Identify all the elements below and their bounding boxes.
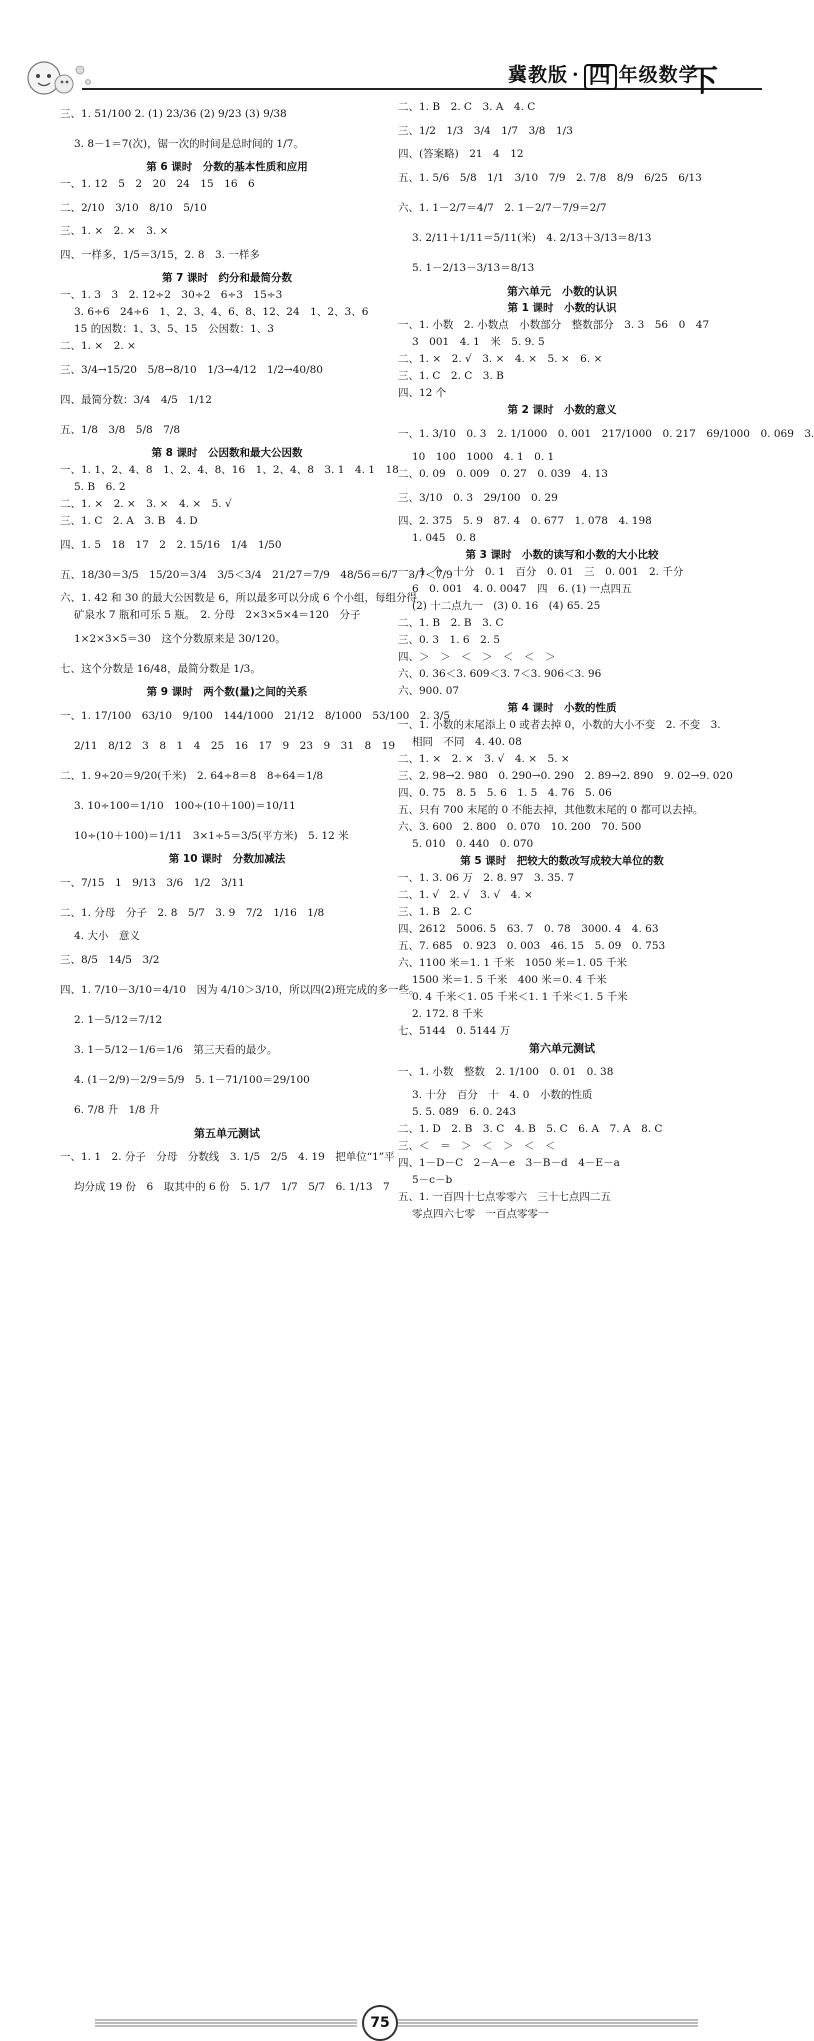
right-answer-line: 四、12 个 [398, 387, 447, 399]
right-answer-line: 一、1. 小数 2. 小数点 小数部分 整数部分 3. 3 56 0 47 [398, 319, 710, 331]
right-answer-line: 5. 010 0. 440 0. 070 [412, 838, 534, 850]
left-answer-line: 4. 大小 意义 [74, 930, 140, 942]
left-answer-line: 10÷(10＋100)＝1/11 3×1÷5＝3/5(平方米) 5. 12 米 [74, 830, 349, 842]
left-answer-line: 3. 8－1＝7(次)，锯一次的时间是总时间的 1/7。 [74, 138, 304, 150]
right-answer-line: 六、3. 600 2. 800 0. 070 10. 200 70. 500 [398, 821, 642, 833]
left-answer-line: 二、1. × 2. × 3. × 4. × 5. √ [60, 498, 232, 510]
left-answer-line: 三、1. 51/100 2. (1) 23/36 (2) 9/23 (3) 9/38 [60, 108, 287, 120]
left-answer-line: 一、1. 1 2. 分子 分母 分数线 3. 1/5 2/5 4. 19 把单位“1”平 [60, 1151, 395, 1163]
left-answer-line: 15 的因数：1、3、5、15 公因数：1、3 [74, 323, 274, 335]
right-answer-line: 七、5144 0. 5144 万 [398, 1025, 511, 1037]
right-answer-line: 零点四六七零 一百点零零一 [412, 1208, 549, 1220]
right-answer-line: 六、0. 36＜3. 609＜3. 7＜3. 906＜3. 96 [398, 668, 602, 680]
right-answer-line: 2. 172. 8 千米 [412, 1008, 484, 1020]
left-answer-line: 4. (1－2/9)－2/9＝5/9 5. 1－71/100＝29/100 [74, 1074, 310, 1086]
left-answer-line: 二、1. 分母 分子 2. 8 5/7 3. 9 7/2 1/16 1/8 [60, 907, 325, 919]
right-answer-line: 四、＞ ＞ ＜ ＞ ＜ ＜ ＞ [398, 651, 556, 663]
left-answer-line: 矿泉水 7 瓶和可乐 5 瓶。 2. 分母 2×3×5×4＝120 分子 [74, 609, 361, 621]
left-answer-line: 第 8 课时 公因数和最大公因数 [151, 447, 303, 459]
left-answer-line: 2. 1－5/12＝7/12 [74, 1014, 163, 1026]
right-answer-line: 二、1. D 2. B 3. C 4. B 5. C 6. A 7. A 8. C [398, 1123, 663, 1135]
right-answer-line: 第六单元 小数的认识 [507, 285, 617, 298]
right-answer-line: 一、1. 个 十分 0. 1 百分 0. 01 三 0. 001 2. 千分 [398, 566, 684, 578]
right-answer-line: 第 5 课时 把较大的数改写成较大单位的数 [460, 855, 664, 867]
right-answer-line: 第 3 课时 小数的读写和小数的大小比较 [465, 549, 659, 561]
right-answer-line: 10 100 1000 4. 1 0. 1 [412, 451, 555, 463]
right-answer-line: 二、1. B 2. B 3. C [398, 617, 504, 629]
right-answer-line: 第 2 课时 小数的意义 [507, 404, 617, 416]
left-answer-line: 3. 1－5/12－1/6＝1/6 第三天看的最少。 [74, 1044, 278, 1056]
book-brand [508, 60, 699, 90]
left-answer-line: 三、1. C 2. A 3. B 4. D [60, 515, 198, 527]
left-answer-line: 第 10 课时 分数加减法 [168, 853, 286, 865]
left-answer-line: 一、1. 12 5 2 20 24 15 16 6 [60, 178, 255, 190]
right-answer-line: 二、0. 09 0. 009 0. 27 0. 039 4. 13 [398, 468, 608, 480]
right-answer-line: 五、1. 5/6 5/8 1/1 3/10 7/9 2. 7/8 8/9 6/25 6/13 [398, 172, 702, 184]
right-answer-line: 5. 5. 089 6. 0. 243 [412, 1106, 517, 1118]
edition-label: 冀教版 [508, 64, 569, 86]
right-answer-line: 二、1. × 2. √ 3. × 4. × 5. × 6. × [398, 353, 603, 365]
left-answer-line: 四、1. 5 18 17 2 2. 15/16 1/4 1/50 [60, 539, 282, 551]
left-answer-line: 二、1. × 2. × [60, 340, 136, 352]
left-answer-line: 二、2/10 3/10 8/10 5/10 [60, 202, 207, 214]
right-answer-line: 三、1. C 2. C 3. B [398, 370, 504, 382]
right-answer-line: 1500 米＝1. 5 千米 400 米＝0. 4 千米 [412, 974, 607, 986]
left-answer-line: 一、1. 1、2、4、8 1、2、4、8、16 1、2、4、8 3. 1 4. 1 18 [60, 464, 399, 476]
right-answer-line: 一、1. 3/10 0. 3 2. 1/1000 0. 001 217/1000 0. 217 69/1000 0. 069 3. [398, 428, 814, 440]
left-answer-line: 6. 7/8 升 1/8 升 [74, 1104, 160, 1116]
right-answer-line: 相同 不同 4. 40. 08 [412, 736, 522, 748]
page-number: 75 [362, 2005, 398, 2041]
left-answer-line: 三、1. × 2. × 3. × [60, 225, 169, 237]
cartoon-mascot-icon [18, 52, 98, 100]
right-answer-line: 一、1. 小数 整数 2. 1/100 0. 01 0. 38 [398, 1066, 614, 1078]
left-answer-line: 第 7 课时 约分和最简分数 [161, 272, 293, 284]
left-answer-line: 第五单元测试 [194, 1127, 260, 1140]
left-answer-line: 一、7/15 1 9/13 3/6 1/2 3/11 [60, 877, 245, 889]
right-answer-line: 五、7. 685 0. 923 0. 003 46. 15 5. 09 0. 753 [398, 940, 666, 952]
right-answer-line: 六、900. 07 [398, 685, 460, 697]
right-answer-line: 六、1100 米＝1. 1 千米 1050 米＝1. 05 千米 [398, 957, 628, 969]
left-answer-line: 3. 10÷100＝1/10 100÷(10＋100)＝10/11 [74, 800, 296, 812]
right-answer-line: 一、1. 3. 06 万 2. 8. 97 3. 35. 7 [398, 872, 575, 884]
right-answer-line: 第 1 课时 小数的认识 [507, 302, 617, 314]
right-answer-line: 3. 十分 百分 十 4. 0 小数的性质 [412, 1089, 593, 1101]
right-answer-line: 三、＜ ＝ ＞ ＜ ＞ ＜ ＜ [398, 1140, 556, 1152]
page-header [0, 0, 800, 100]
right-answer-line: 5. 1－2/13－3/13＝8/13 [412, 262, 535, 274]
right-answer-line: 第 4 课时 小数的性质 [507, 702, 617, 714]
right-answer-line: 五、1. 一百四十七点零零六 三十七点四二五 [398, 1191, 611, 1203]
right-answer-line: (2) 十二点九一 (3) 0. 16 (4) 65. 25 [412, 600, 601, 612]
left-answer-line: 2/11 8/12 3 8 1 4 25 16 17 9 23 9 31 8 19 [74, 740, 396, 752]
right-answer-line: 三、0. 3 1. 6 2. 5 [398, 634, 501, 646]
right-answer-line: 3 001 4. 1 米 5. 9. 5 [412, 336, 545, 348]
left-answer-line: 四、1. 7/10－3/10＝4/10 因为 4/10＞3/10，所以四(2)班完成的多一些。 [60, 984, 420, 996]
right-answer-line: 四、0. 75 8. 5 5. 6 1. 5 4. 76 5. 06 [398, 787, 612, 799]
footer-rule-right [398, 2018, 698, 2028]
left-answer-line: 1×2×3×5＝30 这个分数原来是 30/120。 [74, 633, 286, 645]
left-answer-line: 四、最简分数：3/4 4/5 1/12 [60, 394, 212, 406]
left-answer-line: 四、一样多，1/5＝3/15，2. 8 3. 一样多 [60, 249, 260, 261]
left-answer-line: 第 9 课时 两个数(量)之间的关系 [146, 686, 308, 698]
right-answer-line: 五、只有 700 末尾的 0 不能去掉，其他数末尾的 0 都可以去掉。 [398, 804, 704, 816]
right-answer-line: 1. 045 0. 8 [412, 532, 476, 544]
left-answer-line: 二、1. 9÷20＝9/20(千米) 2. 64÷8＝8 8÷64＝1/8 [60, 770, 324, 782]
left-answer-line: 3. 6÷6 24÷6 1、2、3、4、6、8、12、24 1、2、3、6 [74, 306, 369, 318]
left-answer-line: 五、18/30＝3/5 15/20＝3/4 3/5＜3/4 21/27＝7/9 48/56＝6/7 3/7＜7/9 [60, 569, 453, 581]
left-answer-line: 六、1. 42 和 30 的最大公因数是 6，所以最多可以分成 6 个小组，每组分得 [60, 592, 417, 604]
right-answer-line: 6 0. 001 4. 0. 0047 四 6. (1) 一点四五 [412, 583, 632, 595]
right-answer-line: 三、2. 98→2. 980 0. 290→0. 290 2. 89→2. 890 9. 02→9. 020 [398, 770, 733, 782]
right-answer-line: 二、1. × 2. × 3. √ 4. × 5. × [398, 753, 570, 765]
right-answer-line: 四、2612 5006. 5 63. 7 0. 78 3000. 4 4. 63 [398, 923, 659, 935]
left-answer-line: 第 6 课时 分数的基本性质和应用 [146, 161, 308, 173]
left-answer-line: 五、1/8 3/8 5/8 7/8 [60, 424, 181, 436]
left-answer-line: 三、3/4→15/20 5/8→8/10 1/3→4/12 1/2→40/80 [60, 364, 323, 376]
right-answer-line: 3. 2/11＋1/11＝5/11(米) 4. 2/13＋3/13＝8/13 [412, 232, 652, 244]
grade-box: 四 [584, 64, 617, 90]
left-answer-line: 均分成 19 份 6 取其中的 6 份 5. 1/7 1/7 5/7 6. 1/13 7 [74, 1181, 390, 1193]
left-answer-line: 5. B 6. 2 [74, 481, 126, 493]
right-answer-line: 六、1. 1－2/7＝4/7 2. 1－2/7－7/9＝2/7 [398, 202, 607, 214]
right-answer-line: 第六单元测试 [529, 1042, 595, 1055]
term-label: 下 [688, 64, 718, 99]
right-answer-line: 四、2. 375 5. 9 87. 4 0. 677 1. 078 4. 198 [398, 515, 652, 527]
right-answer-line: 一、1. 小数的末尾添上 0 或者去掉 0，小数的大小不变 2. 不变 3. [398, 719, 721, 731]
right-answer-line: 四、(答案略) 21 4 12 [398, 148, 524, 160]
footer-rule-left [95, 2018, 357, 2028]
left-answer-line: 三、8/5 14/5 3/2 [60, 954, 160, 966]
right-answer-line: 三、1. B 2. C [398, 906, 472, 918]
right-answer-line: 0. 4 千米＜1. 05 千米＜1. 1 千米＜1. 5 千米 [412, 991, 628, 1003]
left-answer-line: 七、这个分数是 16/48，最简分数是 1/3。 [60, 663, 261, 675]
left-answer-line: 一、1. 17/100 63/10 9/100 144/1000 21/12 8/1000 53/100 2. 3/5 [60, 710, 451, 722]
brand-separator: · [572, 64, 580, 86]
right-answer-line: 二、1. √ 2. √ 3. √ 4. × [398, 889, 533, 901]
right-answer-line: 四、1－D－C 2－A－e 3－B－d 4－E－a [398, 1157, 620, 1169]
left-answer-line: 一、1. 3 3 2. 12÷2 30÷2 6÷3 15÷3 [60, 289, 283, 301]
right-answer-line: 5－c－b [412, 1174, 453, 1186]
right-answer-line: 二、1. B 2. C 3. A 4. C [398, 101, 536, 113]
right-answer-line: 三、1/2 1/3 3/4 1/7 3/8 1/3 [398, 125, 573, 137]
subject-title: 年级数学 [618, 64, 699, 86]
right-answer-line: 三、3/10 0. 3 29/100 0. 29 [398, 492, 558, 504]
